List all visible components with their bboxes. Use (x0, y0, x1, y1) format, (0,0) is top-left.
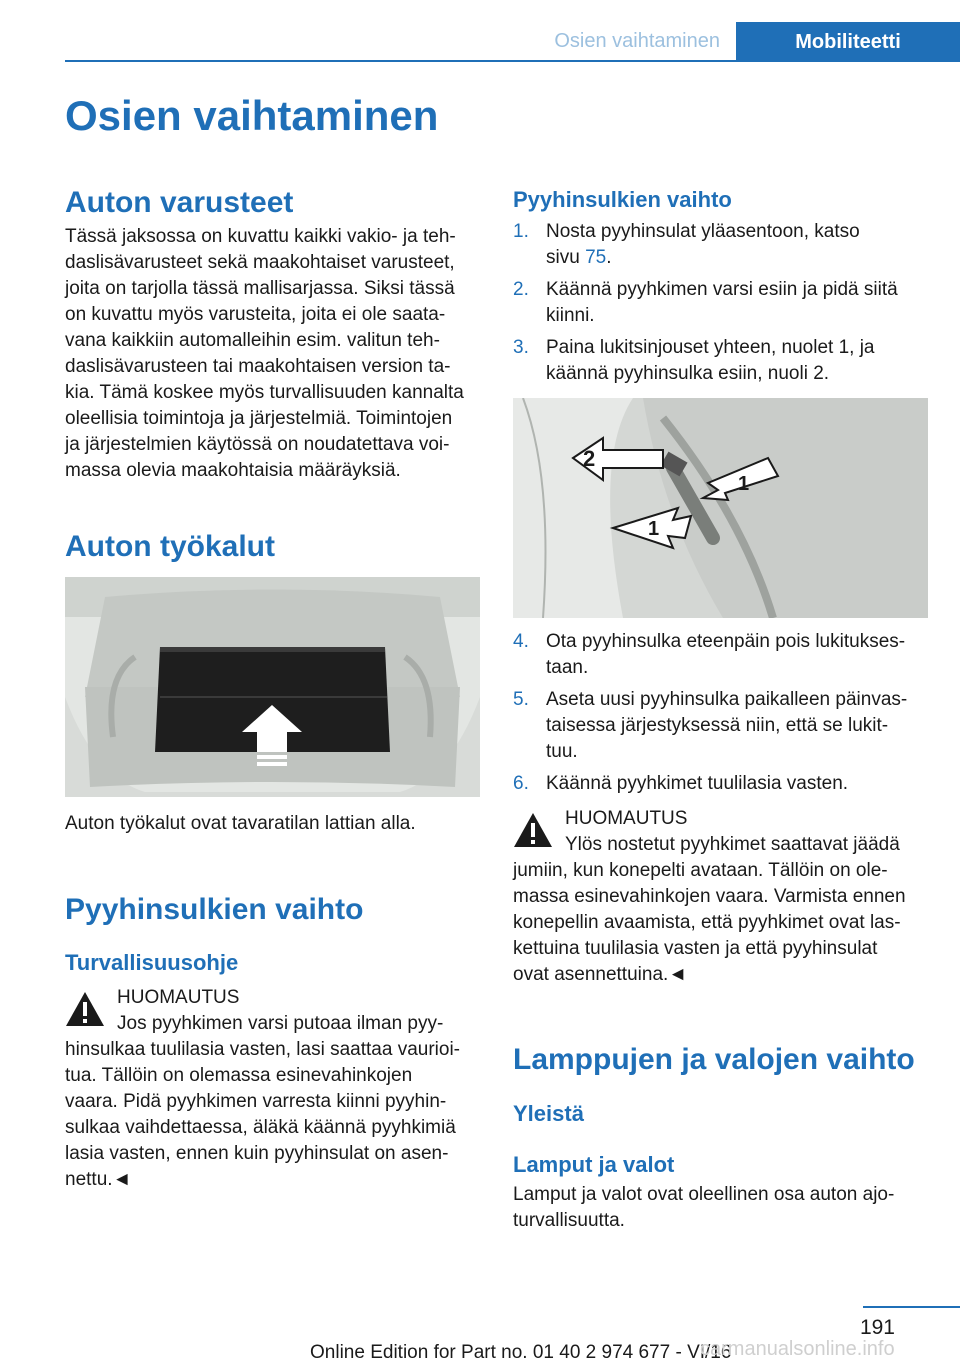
trunk-illustration-icon (65, 577, 480, 797)
trunk-figure (65, 577, 480, 797)
lamps-heading: Lamppujen ja valojen vaihto (513, 1043, 915, 1076)
page-number: 191 (859, 1316, 895, 1339)
steps-list-a (513, 219, 929, 393)
figure-label: 1 (648, 518, 660, 540)
wiper-steps-heading: Pyyhinsulkien vaihto (513, 187, 732, 212)
hood-warning: HUOMAUTUS Ylös nostetut pyyhkimet saattavat jäädä jumiin, kun konepelti avataan. Tällöin on ole‐ massa esinevahinkojen vaara. Varmista ennen konepellin avaamista, että pyyhkimet ovat las‐ kettuina tuulilasia vasten ja että pyyhinsulat ovat asennettuina.◄ (513, 806, 929, 988)
list-item: 5. Aseta uusi pyyhinsulka paikalleen päinvas‐ taisessa järjestyksessä niin, että se lukit‐ tuu. (513, 689, 908, 762)
watermark: carmanualsonline.info (700, 1338, 895, 1360)
warning-title: HUOMAUTUS (117, 987, 240, 1008)
tools-caption: Auton työkalut ovat tavaratilan lattian alla. (65, 813, 416, 834)
steps-list-b (513, 629, 929, 803)
wiper-illustration-icon (513, 398, 928, 618)
page-title: Osien vaihtaminen (65, 92, 439, 139)
list-item: 1. Nosta pyyhinsulat yläasentoon, katso sivu 75. (513, 221, 860, 268)
header-section-title: Osien vaihtaminen (554, 30, 720, 52)
warning-triangle-icon (513, 812, 553, 848)
figure-label: 1 (738, 473, 750, 495)
warning-triangle-icon (65, 991, 105, 1027)
header-rule (65, 60, 960, 62)
lamps-text: Lamput ja valot ovat oleellinen osa auton ajo‐ turvallisuutta. (513, 1184, 895, 1231)
left-column (65, 186, 481, 484)
equipment-heading: Auton varusteet (65, 186, 294, 219)
header-chapter-tab[interactable]: Mobiliteetti (736, 22, 960, 62)
wiper-heading: Pyyhinsulkien vaihto (65, 893, 364, 926)
safety-subheading: Turvallisuusohje (65, 950, 239, 975)
warning-title: HUOMAUTUS (565, 808, 688, 829)
lamps-subheading: Lamput ja valot (513, 1152, 675, 1177)
page-link[interactable]: 75 (585, 247, 607, 268)
general-subheading: Yleistä (513, 1101, 584, 1126)
list-item: 3. Paina lukitsinjouset yhteen, nuolet 1, ja käännä pyyhinsulka esiin, nuoli 2. (513, 337, 875, 384)
figure-label: 2 (583, 446, 596, 471)
wiper-figure (513, 398, 928, 618)
equipment-text: Tässä jaksossa on kuvattu kaikki vakio- ja teh‐ daslisävarusteet sekä maakohtaiset varusteet, joita on tarjolla tässä mallisarjassa. Siksi tässä on kuvattu myös varusteita, joita ei ole saata‐ vana kaikkiin automalleihin esim. valitun teh‐ daslisävarusteen tai maakohtaisen version ta‐ kia. Tämä koskee myös turvallisuuden kannalta oleellisia toimintoja ja järjestelmiä. Toimintojen ja järjestelmien käytössä on noudatettava voi‐ massa olevia maakohtaisia määräyksiä. (65, 226, 464, 481)
wiper-warning: HUOMAUTUS Jos pyyhkimen varsi putoaa ilman pyy‐ hinsulkaa tuulilasia vasten, lasi saattaa vaurioi‐ tua. Tällöin on olemassa esinevahinkojen vaara. Pidä pyyhkimen varresta kiinni pyyhin‐ sulkaa vaihdettaessa, äläkä käännä pyyhkimiä lasia vasten, ennen kuin pyyhinsulat on asen‐ nettu.◄ (65, 985, 481, 1193)
list-item: 4. Ota pyyhinsulka eteenpäin pois lukitukses‐ taan. (513, 631, 906, 678)
list-item: 6. Käännä pyyhkimet tuulilasia vasten. (513, 773, 849, 794)
online-edition-note: Online Edition for Part no. 01 40 2 974 677 - VI/16 (310, 1342, 732, 1363)
tools-heading: Auton työkalut (65, 530, 275, 563)
list-item: 2. Käännä pyyhkimen varsi esiin ja pidä siitä kiinni. (513, 279, 898, 326)
page-number-rule (863, 1306, 960, 1308)
